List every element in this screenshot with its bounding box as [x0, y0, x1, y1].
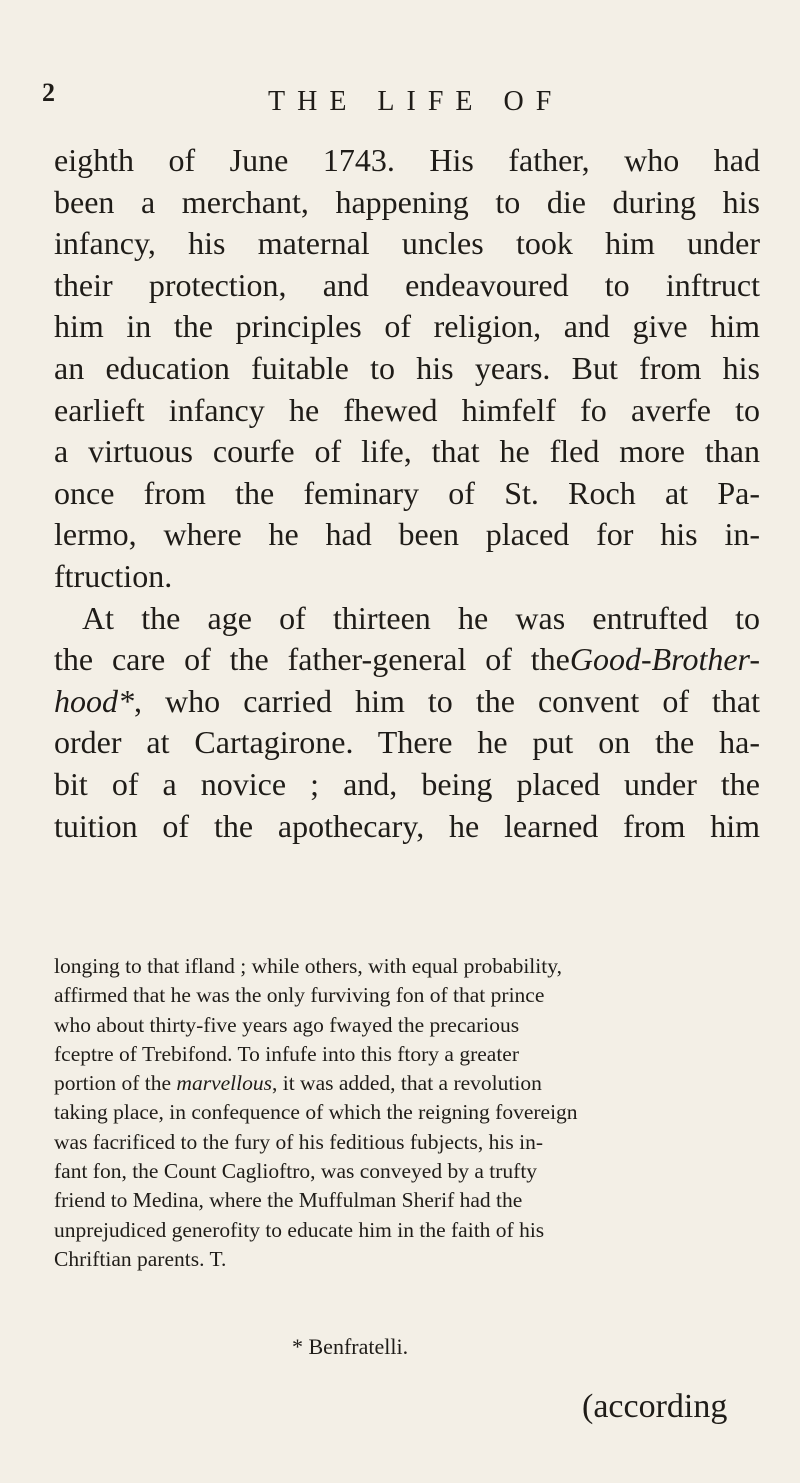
footnote-line: Chriftian parents. T. [54, 1246, 227, 1271]
body-line-text: the care of the father-general of the [54, 641, 570, 678]
footnote-marker-note: * Benfratelli. [292, 1334, 409, 1359]
body-line: him in the principles of religion, and give him [54, 308, 760, 345]
page-number: 2 [42, 78, 55, 107]
body-line: bit of a novice ; and, being placed under the [54, 765, 760, 802]
body-line [54, 681, 760, 723]
footnote-line-text: portion of the [54, 1071, 177, 1096]
footnote-line-text: , it was added, that a revolution [271, 1071, 542, 1096]
footnote-line: fant fon, the Count Caglioftro, was conveyed by a trufty [54, 1159, 538, 1184]
body-text [54, 140, 760, 847]
footnote-line: affirmed that he was the only furviving fon of that prince [54, 983, 545, 1008]
italic-term: marvellous [176, 1071, 272, 1096]
footnote-line: who about thirty-five years ago fwayed the precarious [54, 1012, 520, 1037]
body-line: earlieft infancy he fhewed himfelf fo averfe to [54, 391, 760, 428]
body-line: lermo, where he had been placed for his in- [54, 516, 760, 553]
body-line: At the age of thirteen he was entrufted to [82, 599, 760, 636]
footnote-line: was facrificed to the fury of his feditious fubjects, his in- [54, 1129, 543, 1154]
footnote-line [54, 1069, 762, 1098]
italic-term: hood* [54, 682, 134, 719]
italic-term: Good-Brother- [569, 641, 760, 678]
footnote-text [54, 952, 762, 1274]
body-line-text: , who carried him to the convent of that [134, 682, 760, 719]
footnote-line: fceptre of Trebifond. To infufe into this ftory a greater [54, 1041, 520, 1066]
body-line: infancy, his maternal uncles took him under [54, 225, 760, 262]
catchword: (according [582, 1388, 728, 1425]
footnote-line: unprejudiced generofity to educate him in the faith of his [54, 1217, 545, 1242]
footnote-line: longing to that ifland ; while others, with equal probability, [54, 954, 562, 978]
body-line: once from the feminary of St. Roch at Pa- [54, 474, 760, 511]
body-line: order at Cartagirone. There he put on the ha- [54, 724, 760, 761]
running-head: THE LIFE OF [268, 86, 564, 117]
body-line: a virtuous courfe of life, that he fled more than [54, 433, 760, 470]
body-line: an education fuitable to his years. But from his [54, 349, 760, 386]
body-line: ftruction. [54, 557, 173, 594]
footnote-line: friend to Medina, where the Muffulman Sherif had the [54, 1188, 523, 1213]
body-line: been a merchant, happening to die during his [54, 183, 760, 220]
body-line [54, 639, 760, 681]
body-line: eighth of June 1743. His father, who had [54, 142, 760, 178]
body-line: tuition of the apothecary, he learned from him [54, 807, 760, 844]
body-line: their protection, and endeavoured to inftruct [54, 266, 760, 303]
footnote-line: taking place, in confequence of which the reigning fovereign [54, 1100, 578, 1125]
